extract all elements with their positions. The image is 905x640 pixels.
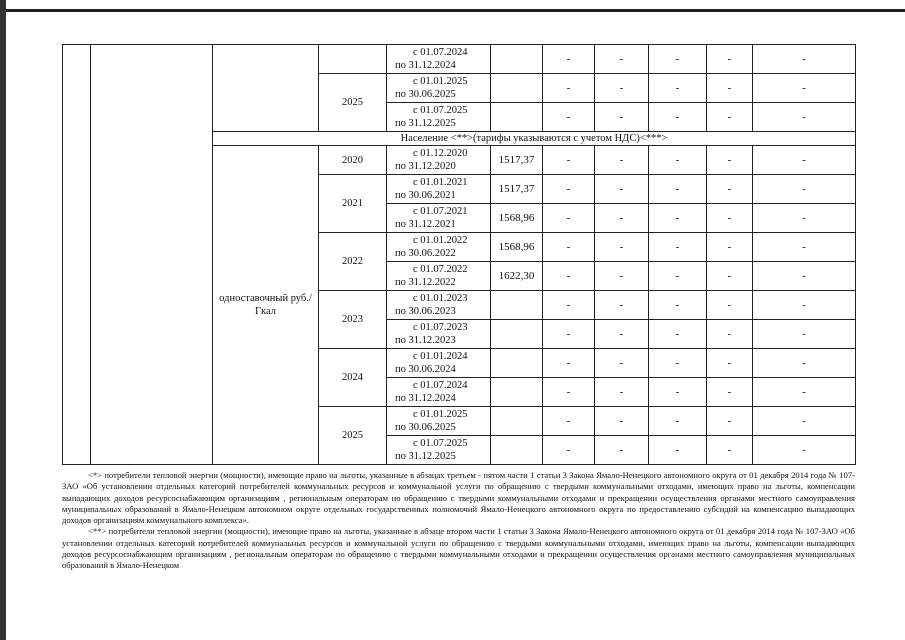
period-from: с 01.07.2024 [413,380,468,391]
organization-column [91,45,213,465]
empty-value-cell: - [595,262,649,291]
empty-value-cell: - [649,407,707,436]
empty-value-cell: - [753,45,856,74]
tariff-value [491,320,543,349]
empty-value-cell: - [707,45,753,74]
empty-value-cell: - [543,233,595,262]
empty-value-cell: - [649,349,707,378]
period-from: с 01.07.2021 [413,206,468,217]
empty-value-cell: - [707,262,753,291]
period-cell [387,262,491,291]
period-from: с 01.01.2025 [413,76,468,87]
period-cell [387,291,491,320]
footnotes [62,470,855,572]
empty-value-cell: - [649,146,707,175]
empty-value-cell: - [753,407,856,436]
table-row [63,45,856,74]
empty-value-cell: - [595,45,649,74]
empty-value-cell: - [543,320,595,349]
tariff-value: 1568,96 [491,204,543,233]
empty-value-cell: - [753,262,856,291]
period-cell [387,45,491,74]
empty-value-cell: - [543,436,595,465]
empty-value-cell: - [649,262,707,291]
empty-value-cell: - [707,146,753,175]
period-from: с 01.01.2025 [413,409,468,420]
period-to: по 30.06.2021 [395,190,456,201]
empty-value-cell: - [707,103,753,132]
period-cell [387,74,491,103]
period-cell [387,103,491,132]
period-to: по 31.12.2025 [395,118,456,129]
empty-value-cell: - [707,320,753,349]
empty-value-cell: - [649,204,707,233]
tariff-value [491,436,543,465]
year-cell [319,45,387,74]
year-cell: 2020 [319,146,387,175]
empty-value-cell: - [543,349,595,378]
empty-value-cell: - [543,45,595,74]
tariff-type-column-top [213,45,319,132]
empty-value-cell: - [649,378,707,407]
empty-value-cell: - [753,349,856,378]
period-to: по 30.06.2023 [395,306,456,317]
period-to: по 31.12.2021 [395,219,456,230]
empty-value-cell: - [543,74,595,103]
empty-value-cell: - [649,320,707,349]
empty-value-cell: - [595,233,649,262]
empty-value-cell: - [595,378,649,407]
tariff-value: 1517,37 [491,146,543,175]
empty-value-cell: - [707,407,753,436]
empty-value-cell: - [649,45,707,74]
period-to: по 30.06.2025 [395,422,456,433]
tariff-value [491,45,543,74]
empty-value-cell: - [595,204,649,233]
empty-value-cell: - [543,204,595,233]
tariff-value [491,103,543,132]
empty-value-cell: - [543,262,595,291]
empty-value-cell: - [543,103,595,132]
period-from: с 01.01.2024 [413,351,468,362]
period-to: по 30.06.2022 [395,248,456,259]
empty-value-cell: - [543,378,595,407]
period-cell [387,175,491,204]
period-cell [387,204,491,233]
empty-value-cell: - [753,175,856,204]
empty-value-cell: - [753,204,856,233]
empty-value-cell: - [649,436,707,465]
empty-value-cell: - [707,436,753,465]
scan-left-edge [0,0,6,640]
footnote-1: <*> потребители тепловой энергии (мощности), имеющие право на льготы, указанные в абзацах третьем - пятом части 1 статьи 3 Закона Ямало-Ненецкого автономного округа от 01 декабря 2014 года № 107-ЗАО «Об установлении отдельных категорий потребителей коммунальных ресурсов и коммунальной услуги по обращению с твердыми коммунальными отходами, имеющих право на льготы, компенсации выпадающих доходов ресурсоснабжающим организациям , региональным операторам по обращению с твердыми коммунальными отходами и прекращении осуществления органами местного самоуправления муниципальных образований в Ямало-Ненецком автономном округе отдельных государственных полномочий Ямало-Ненецкого автономного округа по предоставлению субсидий на компенсацию выпадающих доходов организациям коммунального комплекса». [62,470,855,526]
tariff-value [491,407,543,436]
empty-value-cell: - [595,103,649,132]
footnote-2: <**> потребители тепловой энергии (мощности), имеющие право на льготы, указанные в абзаце втором части 1 статьи 3 Закона Ямало-Ненецкого автономного округа от 01 декабря 2014 года № 107-ЗАО «Об установлении отдельных категорий потребителей коммунальных ресурсов и коммунальной услуги по обращению с твердыми коммунальными отходами, имеющих право на льготы, компенсации выпадающих доходов ресурсоснабжающим организациям , региональным операторам по обращению с твердыми коммунальными отходами и прекращении осуществления органами местного самоуправления муниципальных образований в Ямало-Ненецком [62,526,855,571]
empty-value-cell: - [649,233,707,262]
empty-value-cell: - [707,378,753,407]
period-cell [387,436,491,465]
empty-value-cell: - [595,436,649,465]
tariff-value [491,291,543,320]
year-cell: 2022 [319,233,387,291]
period-to: по 31.12.2023 [395,335,456,346]
empty-value-cell: - [753,146,856,175]
period-from: с 01.07.2023 [413,322,468,333]
period-from: с 01.07.2025 [413,105,468,116]
period-to: по 30.06.2024 [395,364,456,375]
period-to: по 31.12.2020 [395,161,456,172]
period-cell [387,146,491,175]
tariff-value [491,378,543,407]
tariff-value: 1568,96 [491,233,543,262]
empty-value-cell: - [753,291,856,320]
year-cell: 2025 [319,407,387,465]
tariff-value: 1622,30 [491,262,543,291]
empty-value-cell: - [753,74,856,103]
empty-value-cell: - [649,175,707,204]
empty-value-cell: - [707,291,753,320]
period-cell [387,407,491,436]
period-cell [387,233,491,262]
period-cell [387,378,491,407]
empty-value-cell: - [595,407,649,436]
empty-value-cell: - [595,320,649,349]
tariff-value [491,74,543,103]
empty-value-cell: - [595,175,649,204]
period-from: с 01.07.2024 [413,47,468,58]
empty-value-cell: - [753,436,856,465]
year-cell: 2024 [319,349,387,407]
empty-value-cell: - [707,349,753,378]
empty-value-cell: - [595,349,649,378]
period-to: по 31.12.2022 [395,277,456,288]
period-from: с 01.07.2022 [413,264,468,275]
period-cell [387,320,491,349]
empty-value-cell: - [707,175,753,204]
period-to: по 31.12.2025 [395,451,456,462]
empty-value-cell: - [595,74,649,103]
empty-value-cell: - [649,291,707,320]
empty-value-cell: - [649,74,707,103]
period-cell [387,349,491,378]
empty-value-cell: - [753,103,856,132]
period-to: по 30.06.2025 [395,89,456,100]
tariff-table [62,44,856,465]
number-column [63,45,91,465]
empty-value-cell: - [543,291,595,320]
period-from: с 01.01.2023 [413,293,468,304]
year-cell: 2021 [319,175,387,233]
period-from: с 01.01.2022 [413,235,468,246]
year-cell: 2023 [319,291,387,349]
period-from: с 01.07.2025 [413,438,468,449]
period-from: с 01.12.2020 [413,148,468,159]
tariff-type-cell: одноставочный руб./Гкал [213,146,319,465]
empty-value-cell: - [543,146,595,175]
empty-value-cell: - [649,103,707,132]
empty-value-cell: - [707,233,753,262]
empty-value-cell: - [543,175,595,204]
empty-value-cell: - [707,204,753,233]
population-header: Население <**>(тарифы указываются с учетом НДС)<***> [213,132,856,146]
empty-value-cell: - [753,378,856,407]
tariff-value: 1517,37 [491,175,543,204]
empty-value-cell: - [595,146,649,175]
period-to: по 31.12.2024 [395,393,456,404]
tariff-value [491,349,543,378]
empty-value-cell: - [707,74,753,103]
empty-value-cell: - [595,291,649,320]
year-cell: 2025 [319,74,387,132]
empty-value-cell: - [753,233,856,262]
period-from: с 01.01.2021 [413,177,468,188]
empty-value-cell: - [543,407,595,436]
scan-top-edge [0,0,905,12]
empty-value-cell: - [753,320,856,349]
period-to: по 31.12.2024 [395,60,456,71]
